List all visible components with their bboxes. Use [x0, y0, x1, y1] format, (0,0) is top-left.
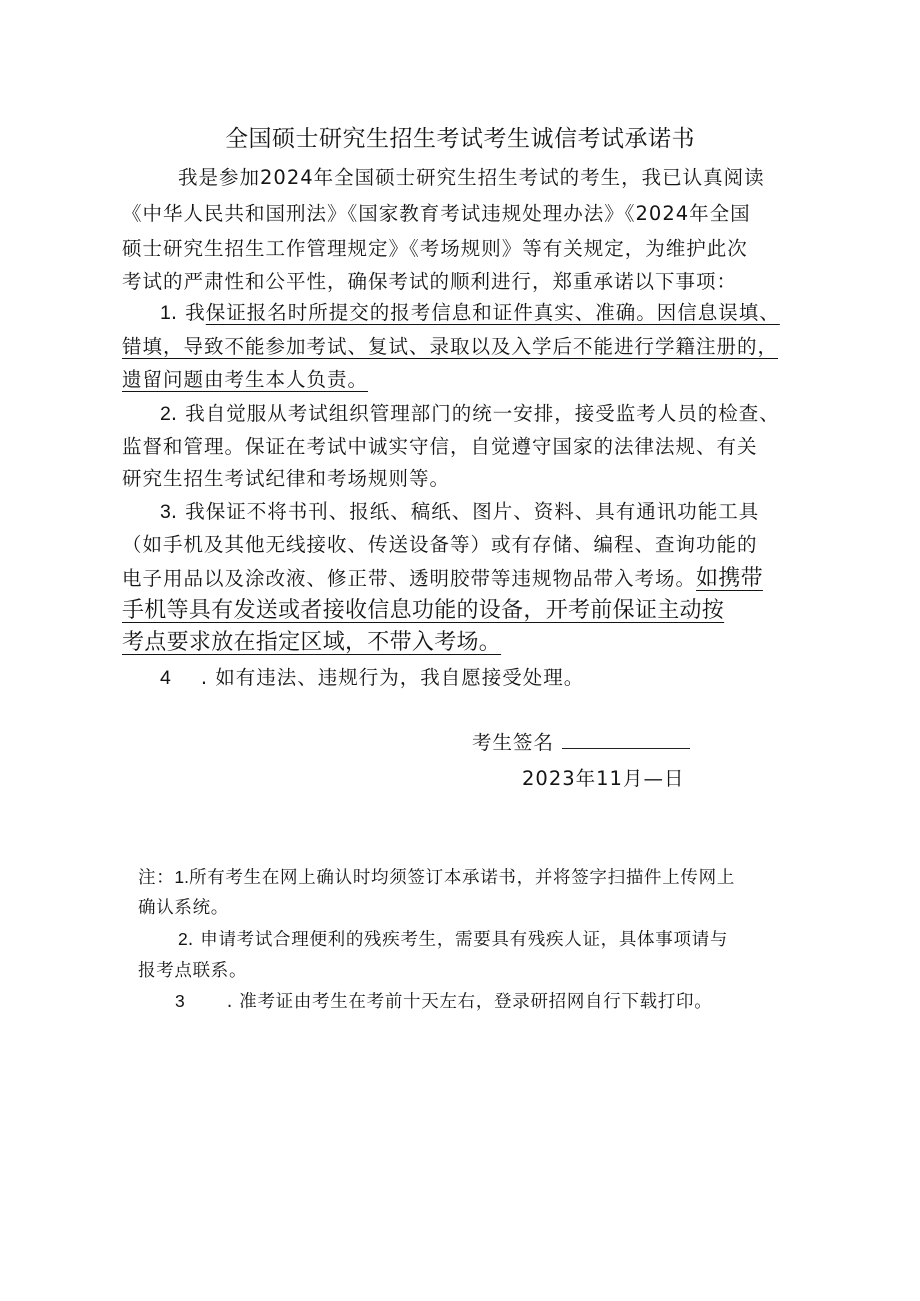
signature-blank-line	[562, 730, 690, 749]
note-1-line-2: 确认系统。	[138, 898, 229, 918]
item-3-line-3-text: 电子用品以及涂改液、修正带、透明胶带等违规物品带入考场。	[122, 567, 697, 590]
note-2-line-2: 报考点联系。	[138, 961, 248, 981]
note-3-text: . 准考证由考生在考前十天左右，登录研招网自行下载打印。	[226, 992, 713, 1012]
intro-line-4: 考试的严肃性和公平性，确保考试的顺利进行，郑重承诺以下事项：	[122, 270, 738, 293]
note-1-line-1	[138, 864, 735, 889]
note-1-number: 1.	[174, 867, 190, 887]
signature-label: 考生签名	[472, 731, 555, 754]
item-3-line-1	[160, 496, 860, 524]
item-4-text: . 如有违法、违规行为，我自愿接受处理。	[200, 666, 585, 689]
item-2-number: 2	[160, 403, 171, 425]
item-1-underlined-text: 保证报名时所提交的报考信息和证件真实、准确。因信息误填、	[205, 301, 780, 324]
intro-line-2: 《中华人民共和国刑法》《国家教育考试违规处理办法》《2024年全国	[122, 202, 751, 225]
note-3-line	[175, 988, 712, 1013]
item-3-number: 3	[160, 501, 171, 523]
note-2-number: 2	[178, 929, 188, 949]
note-2-text: . 申请考试合理便利的残疾考生，需要具有残疾人证，具体事项请与	[187, 930, 729, 950]
signature-row	[472, 727, 690, 755]
item-2-line-1	[160, 398, 860, 426]
signature-date: 2023年11月—日	[522, 767, 685, 790]
item-3-line-2: （如手机及其他无线接收、传送设备等）或有存储、编程、查询功能的	[122, 533, 758, 556]
item-2-text: . 我自觉服从考试组织管理部门的统一安排，接受监考人员的检查、	[170, 402, 780, 425]
item-2-line-3: 研究生招生考试纪律和考场规则等。	[122, 467, 451, 490]
item-3-emphasis-line-3: 考点要求放在指定区域，不带入考场。	[122, 630, 502, 655]
item-4-line	[160, 662, 860, 690]
item-1-line-3: 遗留问题由考生本人负责。	[122, 368, 369, 391]
intro-line-3: 硕士研究生招生工作管理规定》《考场规则》等有关规定，为维护此次	[122, 237, 748, 260]
item-2-line-2: 监督和管理。保证在考试中诚实守信，自觉遵守国家的法律法规、有关	[122, 435, 758, 458]
item-3-emphasis-line-2: 手机等具有发送或者接收信息功能的设备，开考前保证主动按	[122, 598, 725, 623]
note-1-text: 所有考生在网上确认时均须签订本承诺书，并将签字扫描件上传网上	[189, 868, 736, 888]
note-3-number: 3	[175, 991, 185, 1011]
document-title: 全国硕士研究生招生考试考生诚信考试承诺书	[225, 126, 695, 152]
item-3-text: . 我保证不将书刊、报纸、稿纸、图片、资料、具有通讯功能工具	[170, 500, 760, 523]
item-1-number: 1	[160, 302, 171, 324]
item-3-line-3	[122, 561, 822, 592]
item-1-line-2: 错填，导致不能参加考试、复试、录取以及入学后不能进行学籍注册的，	[122, 335, 779, 358]
note-2-line-1	[178, 926, 728, 951]
item-3-emphasis-start: 如携带	[696, 566, 763, 591]
note-prefix: 注：	[138, 868, 175, 888]
item-1-lead: . 我	[170, 301, 206, 324]
item-1-line-1	[160, 297, 860, 325]
item-4-number: 4	[160, 667, 171, 689]
intro-line-1: 我是参加2024年全国硕士研究生招生考试的考生，我已认真阅读	[178, 166, 765, 189]
